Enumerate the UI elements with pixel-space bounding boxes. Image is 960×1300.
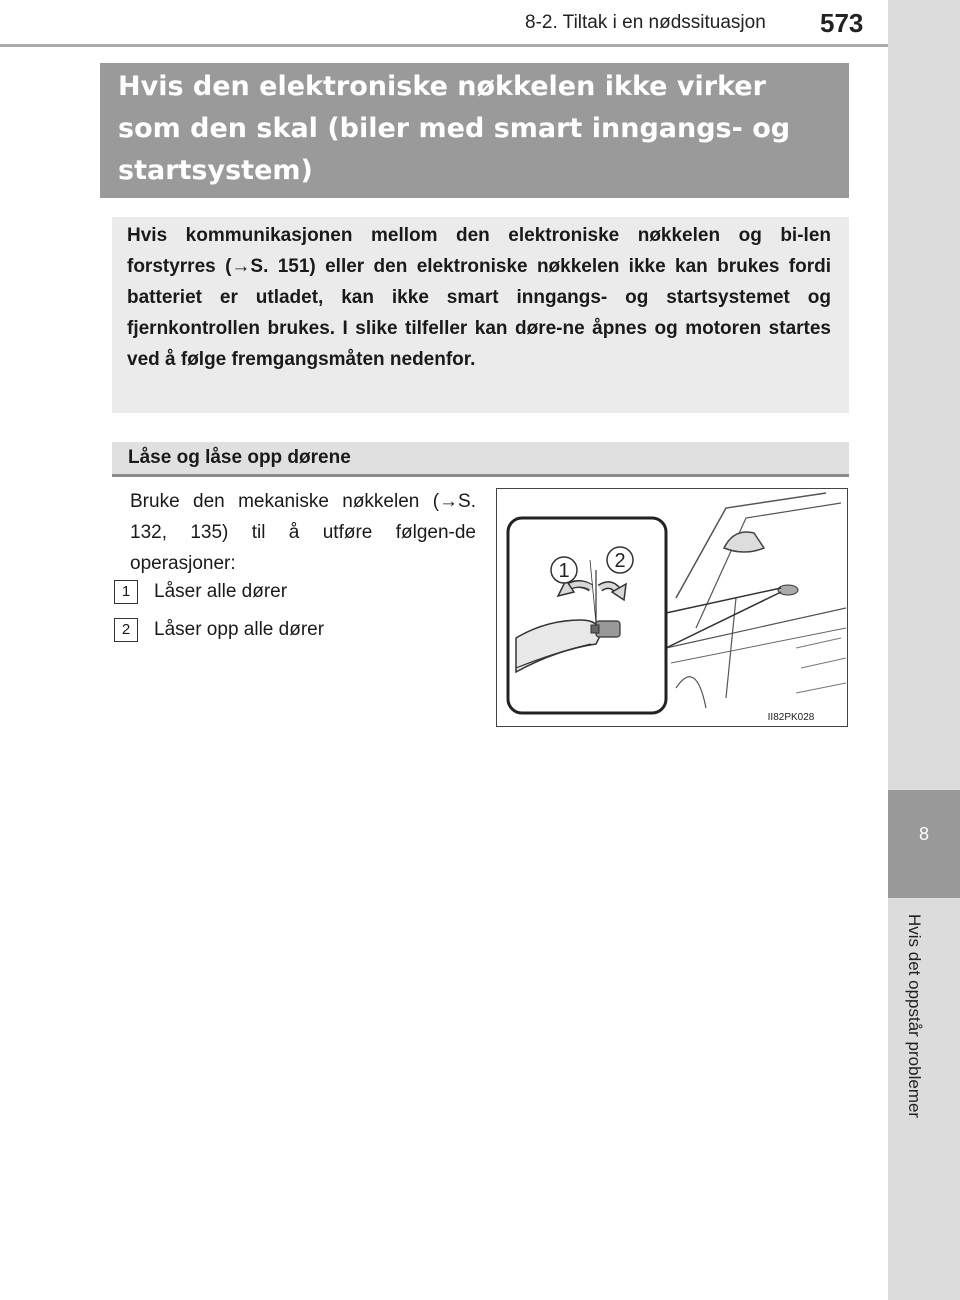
chapter-title: Hvis det oppstår problemer: [905, 914, 924, 1119]
chapter-number: 8: [918, 824, 929, 844]
step-item: [114, 618, 324, 642]
body-text: Bruke den mekaniske nøkkelen (→S. 132, 135) til å utføre følgen-de operasjoner:: [130, 491, 476, 574]
page-number: 573: [820, 8, 864, 38]
callout-1: 1: [558, 560, 570, 582]
figure-code: II82PK028: [767, 712, 815, 723]
header-rule: [0, 44, 888, 47]
step-text: Låser opp alle dører: [154, 619, 325, 641]
step-number: 2: [114, 618, 138, 642]
callout-2: 2: [614, 550, 626, 572]
step-text: Låser alle dører: [154, 581, 288, 603]
door-key-illustration: [496, 488, 848, 727]
subsection-title: Låse og låse opp dørene: [128, 447, 351, 468]
chapter-side-tab: [888, 0, 960, 1300]
step-number: 1: [114, 580, 138, 604]
page-title: Hvis den elektroniske nøkkelen ikke virker som den skal (biler med smart inngangs- og startsystem): [118, 71, 791, 186]
intro-text: Hvis kommunikasjonen mellom den elektroniske nøkkelen og bi-len forstyrres (→S. 151) eller den elektroniske nøkkelen ikke kan brukes fordi batteriet er utladet, kan ikke smart inngangs- og startsystemet og fjernkontrollen brukes. I slike tilfeller kan døre-ne åpnes og motoren startes ved å følge fremgangsmåten nedenfor.: [127, 225, 831, 370]
step-item: [114, 580, 287, 604]
header-section-title: 8-2. Tiltak i en nødssituasjon: [525, 12, 766, 33]
